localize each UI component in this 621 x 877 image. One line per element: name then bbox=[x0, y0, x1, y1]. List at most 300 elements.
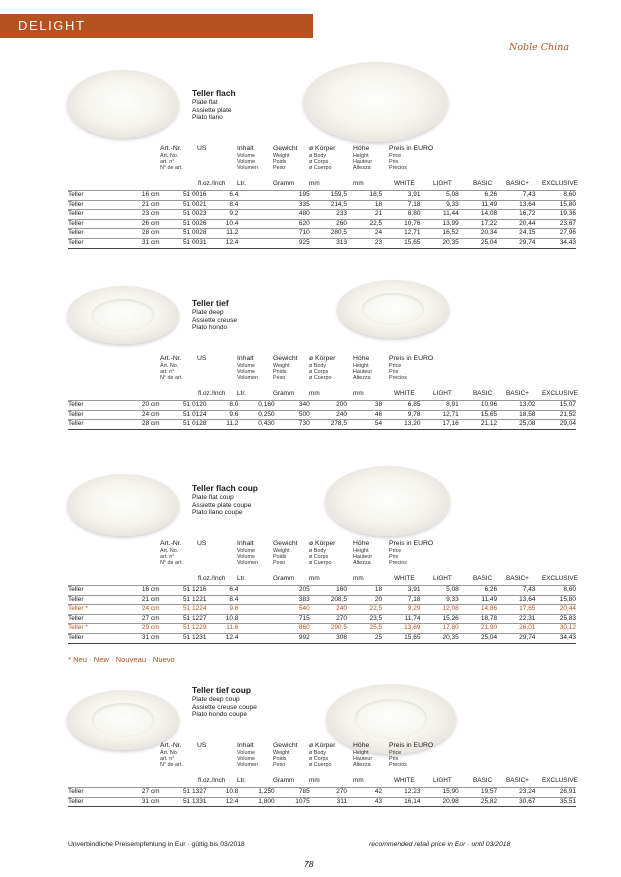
cell-excl: 19,36 bbox=[535, 210, 576, 220]
column-header-us: US bbox=[197, 540, 207, 547]
unit-koerper: mm bbox=[309, 777, 320, 784]
cell-h: 46 bbox=[347, 410, 382, 420]
cell-ltr bbox=[238, 210, 274, 220]
cell-name: Teller bbox=[68, 219, 132, 229]
unit-basic: BASIC bbox=[473, 180, 493, 187]
column-header-art: Art.-Nr. Art. No. art. n° N° de art. bbox=[160, 145, 183, 171]
cell-ltr bbox=[238, 238, 274, 248]
cell-g: 383 bbox=[275, 595, 310, 605]
cell-name: Teller bbox=[68, 200, 132, 210]
cell-basicp: 7,43 bbox=[497, 191, 535, 201]
cell-excl: 25,83 bbox=[535, 614, 576, 624]
cell-basicp: 26,01 bbox=[497, 624, 535, 634]
cell-ltr bbox=[238, 614, 274, 624]
cell-body: 308 bbox=[310, 633, 347, 643]
column-header-gewicht: Gewicht Weight Poids Peso bbox=[273, 540, 298, 566]
cell-art: 51 1216 bbox=[160, 586, 207, 596]
cell-basicp: 18,58 bbox=[497, 410, 535, 420]
cell-g: 340 bbox=[275, 401, 310, 411]
column-header-preis: Preis in EURO Price Prix Precios bbox=[389, 742, 434, 768]
cell-h: 18 bbox=[347, 586, 382, 596]
cell-us: 8.4 bbox=[206, 595, 238, 605]
cell-excl: 21,52 bbox=[535, 410, 576, 420]
new-items-note: * Neu · New · Nouveau · Nuevo bbox=[68, 655, 175, 664]
column-header-art: Art.-Nr. Art. No. art. n° N° de art. bbox=[160, 355, 183, 381]
cell-excl: 35,51 bbox=[535, 797, 576, 807]
cell-white: 13,20 bbox=[382, 420, 420, 430]
unit-gewicht: Gramm bbox=[273, 777, 295, 784]
product-title: Teller tief bbox=[192, 298, 229, 308]
cell-g: 710 bbox=[275, 229, 310, 239]
cell-light: 13,99 bbox=[420, 219, 458, 229]
table-row bbox=[68, 595, 576, 605]
column-header-inhalt: Inhalt Volume Volume Volumen bbox=[237, 540, 258, 566]
cell-art: 51 0016 bbox=[160, 191, 207, 201]
cell-light: 5,08 bbox=[420, 586, 458, 596]
cell-size: 27 cm bbox=[132, 614, 160, 624]
cell-art: 51 0120 bbox=[160, 401, 207, 411]
unit-gewicht: Gramm bbox=[273, 390, 295, 397]
cell-body: 233 bbox=[310, 210, 347, 220]
cell-art: 51 0031 bbox=[160, 238, 207, 248]
cell-excl: 23,67 bbox=[535, 219, 576, 229]
cell-art: 51 1327 bbox=[160, 788, 207, 798]
unit-light: LIGHT bbox=[433, 180, 452, 187]
cell-white: 12,23 bbox=[382, 788, 420, 798]
column-header-koerper: ø Körper ø Body ø Corps ø Cuerpo bbox=[309, 145, 336, 171]
column-header-inhalt: Inhalt Volume Volume Volumen bbox=[237, 145, 258, 171]
cell-name: Teller * bbox=[68, 605, 132, 615]
cell-us: 12.4 bbox=[206, 797, 238, 807]
cell-g: 480 bbox=[275, 210, 310, 220]
column-header-koerper: ø Körper ø Body ø Corps ø Cuerpo bbox=[309, 742, 336, 768]
cell-body: 280,5 bbox=[310, 229, 347, 239]
cell-basicp: 23,24 bbox=[497, 788, 535, 798]
column-header-preis: Preis in EURO Price Prix Precios bbox=[389, 540, 434, 566]
cell-basic: 21,90 bbox=[459, 624, 497, 634]
cell-us: 6.4 bbox=[206, 586, 238, 596]
cell-basicp: 29,74 bbox=[497, 633, 535, 643]
cell-basic: 19,57 bbox=[459, 788, 497, 798]
cell-basic: 6,26 bbox=[459, 586, 497, 596]
cell-ltr bbox=[238, 595, 274, 605]
cell-basic: 6,26 bbox=[459, 191, 497, 201]
cell-g: 205 bbox=[275, 586, 310, 596]
cell-white: 10,76 bbox=[382, 219, 420, 229]
unit-inhalt: Ltr. bbox=[237, 575, 246, 582]
cell-excl: 15,80 bbox=[535, 595, 576, 605]
cell-light: 17,16 bbox=[420, 420, 458, 430]
cell-white: 8,80 bbox=[382, 210, 420, 220]
price-table bbox=[68, 787, 576, 807]
cell-body: 260 bbox=[310, 219, 347, 229]
unit-hoehe: mm bbox=[353, 575, 364, 582]
unit-exclusive: EXCLUSIVE bbox=[542, 575, 578, 582]
table-row bbox=[68, 586, 576, 596]
cell-basicp: 16,72 bbox=[497, 210, 535, 220]
table-row bbox=[68, 605, 576, 615]
cell-size: 27 cm bbox=[132, 788, 160, 798]
cell-excl: 27,96 bbox=[535, 229, 576, 239]
cell-ltr bbox=[238, 605, 274, 615]
cell-basicp: 7,43 bbox=[497, 586, 535, 596]
product-title: Teller tief coup bbox=[192, 685, 251, 695]
cell-body: 159,5 bbox=[310, 191, 347, 201]
cell-us: 11.6 bbox=[206, 624, 238, 634]
cell-ltr bbox=[238, 229, 274, 239]
units-row bbox=[68, 180, 576, 190]
cell-light: 5,08 bbox=[420, 191, 458, 201]
unit-koerper: mm bbox=[309, 180, 320, 187]
unit-hoehe: mm bbox=[353, 180, 364, 187]
cell-light: 12,71 bbox=[420, 410, 458, 420]
cell-us: 9.6 bbox=[206, 410, 238, 420]
cell-excl: 20,44 bbox=[535, 605, 576, 615]
column-header-us: US bbox=[197, 355, 207, 362]
unit-white: WHITE bbox=[394, 777, 415, 784]
section-title: DELIGHT bbox=[18, 18, 86, 33]
cell-name: Teller bbox=[68, 797, 132, 807]
cell-basic: 17,22 bbox=[459, 219, 497, 229]
cell-us: 8.0 bbox=[206, 401, 238, 411]
cell-excl: 8,60 bbox=[535, 586, 576, 596]
cell-ltr: 0,250 bbox=[238, 410, 274, 420]
cell-size: 21 cm bbox=[132, 200, 160, 210]
cell-g: 925 bbox=[275, 238, 310, 248]
cell-basic: 14,86 bbox=[459, 605, 497, 615]
unit-us: fl.oz./Inch bbox=[198, 777, 226, 784]
cell-body: 200 bbox=[310, 401, 347, 411]
cell-basic: 25,82 bbox=[459, 797, 497, 807]
table-row bbox=[68, 624, 576, 634]
cell-g: 335 bbox=[275, 200, 310, 210]
column-header-us: US bbox=[197, 742, 207, 749]
cell-basicp: 30,67 bbox=[497, 797, 535, 807]
cell-size: 24 cm bbox=[132, 410, 160, 420]
cell-body: 311 bbox=[310, 797, 347, 807]
table-row bbox=[68, 614, 576, 624]
table-row bbox=[68, 788, 576, 798]
unit-hoehe: mm bbox=[353, 390, 364, 397]
cell-basic: 25,04 bbox=[459, 633, 497, 643]
cell-excl: 30,12 bbox=[535, 624, 576, 634]
unit-white: WHITE bbox=[394, 390, 415, 397]
cell-body: 214,5 bbox=[310, 200, 347, 210]
column-header-koerper: ø Körper ø Body ø Corps ø Cuerpo bbox=[309, 540, 336, 566]
cell-excl: 26,91 bbox=[535, 788, 576, 798]
cell-white: 12,71 bbox=[382, 229, 420, 239]
cell-basic: 15,65 bbox=[459, 410, 497, 420]
cell-basic: 14,08 bbox=[459, 210, 497, 220]
cell-us: 6.4 bbox=[206, 191, 238, 201]
cell-basicp: 13,64 bbox=[497, 200, 535, 210]
cell-name: Teller bbox=[68, 633, 132, 643]
cell-light: 9,33 bbox=[420, 595, 458, 605]
cell-size: 26 cm bbox=[132, 219, 160, 229]
product-description: Plate deep coup Assiette creuse coupe Plato hondo coupe bbox=[192, 696, 257, 719]
cell-us: 12.4 bbox=[206, 238, 238, 248]
cell-light: 16,52 bbox=[420, 229, 458, 239]
cell-basic: 18,78 bbox=[459, 614, 497, 624]
product-description: Plate deep Assiette creuse Plato hondo bbox=[192, 309, 238, 332]
cell-white: 16,14 bbox=[382, 797, 420, 807]
cell-size: 28 cm bbox=[132, 229, 160, 239]
unit-basic_plus: BASIC+ bbox=[506, 575, 529, 582]
column-header-art: Art.-Nr. Art. No. art. n° N° de art. bbox=[160, 540, 183, 566]
cell-g: 860 bbox=[275, 624, 310, 634]
cell-excl: 34,43 bbox=[535, 238, 576, 248]
section-header-bar bbox=[0, 14, 313, 38]
cell-excl: 15,80 bbox=[535, 200, 576, 210]
cell-us: 9.2 bbox=[206, 210, 238, 220]
cell-ltr bbox=[238, 219, 274, 229]
unit-basic: BASIC bbox=[473, 575, 493, 582]
cell-art: 51 0026 bbox=[160, 219, 207, 229]
brand-logo: Noble China bbox=[509, 42, 570, 53]
cell-basicp: 13,02 bbox=[497, 401, 535, 411]
footer-right: recommended retail price in Eur · until 03/2018 bbox=[369, 841, 511, 848]
plate-photo-top bbox=[67, 690, 179, 750]
cell-h: 22,5 bbox=[347, 605, 382, 615]
cell-g: 785 bbox=[275, 788, 310, 798]
unit-white: WHITE bbox=[394, 180, 415, 187]
table-row bbox=[68, 797, 576, 807]
plate-photo-side bbox=[325, 466, 450, 536]
column-header-gewicht: Gewicht Weight Poids Peso bbox=[273, 355, 298, 381]
cell-light: 20,98 bbox=[420, 797, 458, 807]
cell-white: 7,18 bbox=[382, 595, 420, 605]
cell-h: 21 bbox=[347, 210, 382, 220]
cell-size: 28 cm bbox=[132, 420, 160, 430]
column-header-inhalt: Inhalt Volume Volume Volumen bbox=[237, 742, 258, 768]
cell-white: 9,29 bbox=[382, 605, 420, 615]
cell-light: 20,35 bbox=[420, 238, 458, 248]
unit-us: fl.oz./Inch bbox=[198, 575, 226, 582]
cell-light: 15,90 bbox=[420, 788, 458, 798]
cell-white: 11,74 bbox=[382, 614, 420, 624]
cell-white: 15,65 bbox=[382, 238, 420, 248]
price-table bbox=[68, 190, 576, 249]
cell-h: 24 bbox=[347, 229, 382, 239]
cell-size: 29 cm bbox=[132, 624, 160, 634]
cell-body: 270 bbox=[310, 614, 347, 624]
cell-name: Teller bbox=[68, 210, 132, 220]
cell-ltr: 1,250 bbox=[238, 788, 274, 798]
price-table bbox=[68, 585, 576, 644]
cell-art: 51 1229 bbox=[160, 624, 207, 634]
cell-art: 51 0128 bbox=[160, 420, 207, 430]
cell-art: 51 0023 bbox=[160, 210, 207, 220]
table-row bbox=[68, 633, 576, 643]
cell-h: 54 bbox=[347, 420, 382, 430]
unit-basic: BASIC bbox=[473, 777, 493, 784]
cell-name: Teller bbox=[68, 586, 132, 596]
cell-h: 23,5 bbox=[347, 614, 382, 624]
product-title: Teller flach coup bbox=[192, 483, 258, 493]
cell-white: 6,85 bbox=[382, 401, 420, 411]
cell-ltr bbox=[238, 586, 274, 596]
cell-size: 21 cm bbox=[132, 595, 160, 605]
unit-gewicht: Gramm bbox=[273, 180, 295, 187]
column-header-preis: Preis in EURO Price Prix Precios bbox=[389, 145, 434, 171]
unit-light: LIGHT bbox=[433, 390, 452, 397]
cell-name: Teller * bbox=[68, 624, 132, 634]
cell-us: 11.2 bbox=[206, 229, 238, 239]
cell-basicp: 24,15 bbox=[497, 229, 535, 239]
cell-name: Teller bbox=[68, 401, 132, 411]
unit-exclusive: EXCLUSIVE bbox=[542, 180, 578, 187]
cell-body: 240 bbox=[310, 605, 347, 615]
column-header-hoehe: Höhe Height Hauteur Altezza bbox=[353, 355, 373, 381]
plate-photo-top bbox=[67, 70, 179, 138]
column-header-gewicht: Gewicht Weight Poids Peso bbox=[273, 742, 298, 768]
cell-g: 620 bbox=[275, 219, 310, 229]
product-title: Teller flach bbox=[192, 88, 236, 98]
cell-basicp: 17,65 bbox=[497, 605, 535, 615]
cell-us: 11.2 bbox=[206, 420, 238, 430]
cell-h: 18 bbox=[347, 200, 382, 210]
cell-basicp: 25,08 bbox=[497, 420, 535, 430]
unit-gewicht: Gramm bbox=[273, 575, 295, 582]
cell-light: 8,91 bbox=[420, 401, 458, 411]
unit-inhalt: Ltr. bbox=[237, 180, 246, 187]
unit-hoehe: mm bbox=[353, 777, 364, 784]
unit-exclusive: EXCLUSIVE bbox=[542, 390, 578, 397]
cell-body: 208,5 bbox=[310, 595, 347, 605]
unit-light: LIGHT bbox=[433, 777, 452, 784]
cell-art: 51 0124 bbox=[160, 410, 207, 420]
cell-h: 42 bbox=[347, 788, 382, 798]
cell-basic: 11,49 bbox=[459, 200, 497, 210]
cell-art: 51 1331 bbox=[160, 797, 207, 807]
cell-g: 500 bbox=[275, 410, 310, 420]
cell-name: Teller bbox=[68, 191, 132, 201]
cell-h: 25,5 bbox=[347, 624, 382, 634]
cell-us: 10.8 bbox=[206, 788, 238, 798]
cell-body: 278,5 bbox=[310, 420, 347, 430]
unit-basic_plus: BASIC+ bbox=[506, 777, 529, 784]
cell-light: 17,80 bbox=[420, 624, 458, 634]
cell-name: Teller bbox=[68, 229, 132, 239]
cell-h: 38 bbox=[347, 401, 382, 411]
cell-us: 10.4 bbox=[206, 219, 238, 229]
unit-basic_plus: BASIC+ bbox=[506, 390, 529, 397]
cell-us: 8.4 bbox=[206, 200, 238, 210]
footer-left: Unverbindliche Preisempfehlung in Eur · gültig bis 03/2018 bbox=[68, 841, 245, 848]
cell-ltr: 1,800 bbox=[238, 797, 274, 807]
unit-white: WHITE bbox=[394, 575, 415, 582]
cell-light: 9,33 bbox=[420, 200, 458, 210]
table-row bbox=[68, 191, 576, 201]
unit-koerper: mm bbox=[309, 390, 320, 397]
cell-size: 16 cm bbox=[132, 191, 160, 201]
cell-white: 3,91 bbox=[382, 586, 420, 596]
unit-inhalt: Ltr. bbox=[237, 390, 246, 397]
cell-basicp: 20,44 bbox=[497, 219, 535, 229]
cell-g: 715 bbox=[275, 614, 310, 624]
cell-ltr bbox=[238, 200, 274, 210]
unit-us: fl.oz./Inch bbox=[198, 390, 226, 397]
cell-light: 20,35 bbox=[420, 633, 458, 643]
cell-basicp: 22,31 bbox=[497, 614, 535, 624]
cell-excl: 29,04 bbox=[535, 420, 576, 430]
cell-light: 12,08 bbox=[420, 605, 458, 615]
unit-basic_plus: BASIC+ bbox=[506, 180, 529, 187]
cell-body: 270 bbox=[310, 788, 347, 798]
table-row bbox=[68, 210, 576, 220]
unit-basic: BASIC bbox=[473, 390, 493, 397]
plate-photo-side bbox=[303, 62, 448, 142]
cell-ltr bbox=[238, 624, 274, 634]
table-row bbox=[68, 420, 576, 430]
cell-h: 43 bbox=[347, 797, 382, 807]
table-row bbox=[68, 410, 576, 420]
unit-exclusive: EXCLUSIVE bbox=[542, 777, 578, 784]
table-row bbox=[68, 200, 576, 210]
cell-us: 10.8 bbox=[206, 614, 238, 624]
cell-body: 290,5 bbox=[310, 624, 347, 634]
cell-size: 20 cm bbox=[132, 401, 160, 411]
cell-white: 15,65 bbox=[382, 633, 420, 643]
cell-white: 13,69 bbox=[382, 624, 420, 634]
cell-ltr bbox=[238, 633, 274, 643]
table-row bbox=[68, 401, 576, 411]
column-header-art: Art.-Nr. Art. No. art. n° N° de art. bbox=[160, 742, 183, 768]
cell-excl: 15,07 bbox=[535, 401, 576, 411]
cell-white: 9,78 bbox=[382, 410, 420, 420]
column-header-gewicht: Gewicht Weight Poids Peso bbox=[273, 145, 298, 171]
cell-basic: 11,49 bbox=[459, 595, 497, 605]
cell-h: 23 bbox=[347, 238, 382, 248]
cell-ltr bbox=[238, 191, 274, 201]
cell-art: 51 1227 bbox=[160, 614, 207, 624]
cell-art: 51 1231 bbox=[160, 633, 207, 643]
unit-light: LIGHT bbox=[433, 575, 452, 582]
column-header-inhalt: Inhalt Volume Volume Volumen bbox=[237, 355, 258, 381]
cell-size: 24 cm bbox=[132, 605, 160, 615]
unit-inhalt: Ltr. bbox=[237, 777, 246, 784]
column-header-hoehe: Höhe Height Hauteur Altezza bbox=[353, 742, 373, 768]
cell-excl: 34,43 bbox=[535, 633, 576, 643]
column-header-hoehe: Höhe Height Hauteur Altezza bbox=[353, 540, 373, 566]
cell-body: 160 bbox=[310, 586, 347, 596]
cell-h: 25 bbox=[347, 633, 382, 643]
plate-photo-side bbox=[337, 280, 449, 338]
cell-white: 3,91 bbox=[382, 191, 420, 201]
cell-body: 240 bbox=[310, 410, 347, 420]
cell-g: 195 bbox=[275, 191, 310, 201]
cell-basic: 10,96 bbox=[459, 401, 497, 411]
unit-us: fl.oz./Inch bbox=[198, 180, 226, 187]
cell-basicp: 29,74 bbox=[497, 238, 535, 248]
table-row bbox=[68, 238, 576, 248]
price-table bbox=[68, 400, 576, 430]
cell-ltr: 0,430 bbox=[238, 420, 274, 430]
cell-size: 31 cm bbox=[132, 633, 160, 643]
cell-basic: 25,04 bbox=[459, 238, 497, 248]
cell-h: 20 bbox=[347, 595, 382, 605]
cell-size: 16 cm bbox=[132, 586, 160, 596]
cell-light: 11,44 bbox=[420, 210, 458, 220]
cell-name: Teller bbox=[68, 788, 132, 798]
cell-art: 51 0028 bbox=[160, 229, 207, 239]
cell-us: 12.4 bbox=[206, 633, 238, 643]
cell-g: 1075 bbox=[275, 797, 310, 807]
cell-size: 31 cm bbox=[132, 797, 160, 807]
cell-h: 18,5 bbox=[347, 191, 382, 201]
units-row bbox=[68, 777, 576, 787]
column-header-preis: Preis in EURO Price Prix Precios bbox=[389, 355, 434, 381]
